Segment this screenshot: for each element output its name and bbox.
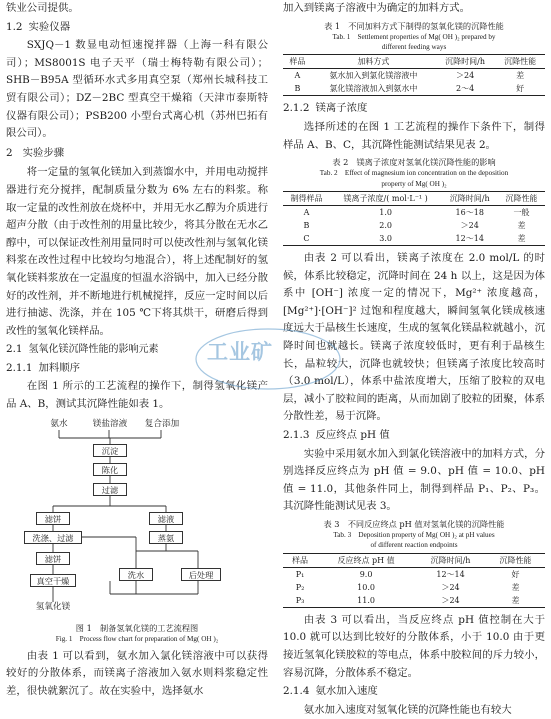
table-1-header: 沉降时间/h — [445, 57, 486, 67]
flow-step-ammonia-distill: 蒸氨 — [149, 531, 183, 544]
paragraph-concentration: 选择所述的在图 1 工艺流程的操作下条件下，制得样品 A、B、C，其沉降性能测试结果见表 2。 — [283, 121, 545, 151]
heading-2-1: 2.1 氢氧化镁沉降性能的影响元素 — [6, 343, 159, 356]
watermark-text: 工业矿 — [207, 340, 273, 364]
flow-step-aging: 陈化 — [93, 463, 127, 476]
figure-1-caption-cn: 图 1 制备氢氧化镁的工艺流程图 — [75, 622, 199, 633]
table-1-header: 沉降性能 — [504, 57, 537, 67]
table-2-title-en-line2: property of Mg( OH )₂ — [381, 179, 447, 188]
paragraph-instruments: SXJQ－1 数显电动恒速搅拌器（上海一科有限公司）；MS8001S 电子天平（瑞士梅特勒有限公司）；SHB－B95A 型循环水式多用真空泵（郑州长城科技工贸有限公司）；DZ－2BC 型真空干燥箱（天津市泰斯特仪器有限公司）；PSB200 小型台式离心机（苏州巴拓有限公司）。 — [6, 39, 268, 140]
paragraph-table3-discussion: 由表 3 可以看出，当反应终点 pH 值控制在大于 10.0 就可以达到比较好的分散体系，小于 10.0 由于更接近氢氧化镁胶粒的等电点，体系中胶粒间的斥力较小，容易沉降，分散体系不稳定。 — [283, 613, 545, 679]
table-row: P₂ 10.0 ＞24 差 — [295, 582, 520, 592]
paragraph-feeding-choice: 加入到镁离子溶液中为确定的加料方式。 — [283, 2, 471, 14]
flow-step-filtrate: 滤液 — [149, 512, 183, 525]
flow-step-filter-cake-2: 滤饼 — [36, 552, 70, 565]
table-row: C 3.0 12～14 差 — [283, 232, 545, 246]
flow-input-additive: 复合添加 — [144, 418, 180, 429]
flow-input-magnesium-salt: 镁盐溶液 — [92, 418, 128, 429]
flow-input-ammonia: 氨水 — [50, 418, 68, 429]
table-1 — [283, 54, 545, 96]
heading-2: 2 实验步骤 — [6, 146, 65, 159]
table-2-header: 制得样品 — [290, 194, 323, 203]
paragraph-feeding-order: 在图 1 所示的工艺流程的操作下，制得氢氧化镁产品 A、B，测试其沉降性能如表 1。 — [6, 380, 268, 411]
table-1-header: 样品 — [289, 57, 306, 67]
heading-2-1-4: 2.1.4 氨水加入速度 — [283, 685, 378, 698]
heading-2-1-1: 2.1.1 加料顺序 — [6, 361, 81, 374]
paragraph-supplier: 铁业公司提供。 — [6, 2, 79, 14]
flow-step-wash-water: 洗水 — [119, 568, 153, 581]
flow-step-filtration: 过滤 — [93, 483, 127, 496]
table-3 — [283, 553, 545, 608]
flow-step-wash-filter: 洗涤、过滤 — [24, 531, 82, 544]
table-1-title-en-line1: Tab. 1 Settlement properties of Mg( OH )₂ prepared by — [332, 32, 496, 41]
table-3-title-cn: 表 3 不同反应终点 pH 值对氢氧化镁的沉降性能 — [323, 518, 505, 529]
heading-1-2: 1.2 实验仪器 — [6, 20, 71, 33]
paragraph-ph: 实验中采用氨水加入到氯化镁溶液中的加料方式，分别选择反应终点为 pH 值 = 9.0、pH 值 = 10.0、pH 值 = 11.0，其他条件同上，制得到样品 P₁、P₂、P₃。其沉降性能测试见表 3。 — [283, 447, 545, 513]
table-1-title-cn: 表 1 不同加料方式下制得的氢氧化镁的沉降性能 — [324, 20, 504, 31]
table-3-header: 沉降时间/h — [430, 555, 471, 565]
table-row: A 1.0 16～18 一般 — [303, 208, 530, 217]
table-3-header: 沉降性能 — [499, 555, 532, 565]
flow-output-mg-hydroxide: 氢氧化镁 — [35, 601, 71, 612]
watermark — [193, 324, 343, 394]
table-3-title-en-line1: Tab. 3 Deposition property of Mg( OH )₂ at pH values — [333, 530, 495, 539]
table-2 — [283, 191, 545, 246]
table-3-title-en-line2: of different reaction endpoints — [370, 541, 458, 550]
figure-1-caption-en: Fig. 1 Process flow chart for preparation of Mg( OH )₂ — [55, 634, 219, 643]
table-row: P₁ 9.0 12～14 好 — [295, 569, 520, 579]
table-1-title-en-line2: different feeding ways — [381, 43, 447, 51]
flow-step-post-treatment: 后处理 — [181, 568, 221, 581]
table-row: P₃ 11.0 ＞24 差 — [283, 594, 545, 608]
process-flow-chart — [6, 416, 268, 648]
flow-step-precipitation: 沉淀 — [93, 444, 127, 457]
table-3-header: 样品 — [292, 555, 309, 565]
table-2-header: 沉降时间/h — [449, 194, 490, 203]
table-1-header: 加料方式 — [357, 57, 390, 67]
heading-2-1-2: 2.1.2 镁离子浓度 — [283, 102, 368, 115]
table-row: A 氨水加入到氯化镁溶液中 ＞24 差 — [294, 71, 525, 81]
table-2-title-cn: 表 2 镁离子浓度对氢氧化镁沉降性能的影响 — [332, 157, 496, 168]
table-2-header: 镁离子浓度/( mol·L⁻¹ ) — [343, 194, 428, 203]
table-row: B 氯化镁溶液加入到氨水中 2～4 好 — [283, 82, 545, 96]
flow-step-filter-cake: 滤饼 — [36, 512, 70, 525]
heading-2-1-3: 2.1.3 反应终点 pH 值 — [283, 428, 390, 441]
paragraph-ammonia-speed: 氨水加入速度对氢氧化镁的沉降性能也有较大 — [303, 703, 512, 716]
paragraph-table1-discussion: 由表 1 可以看到，氨水加入氯化镁溶液中可以获得较好的分散体系，而镁离子溶液加入氨水则料浆稳定性差，很快就絮沉了。故在实验中，选择氨水 — [6, 649, 268, 697]
paragraph-table2-discussion: 由表 2 可以看出，镁离子浓度在 2.0 mol/L 的时候，体系比较稳定，沉降时间在 24 h 以上，这是因为体系中 [OH⁻] 浓度一定的情况下，Mg²⁺ 浓度越高，[Mg²⁺]·[OH⁻]² 过饱和程度越大，瞬间氢氧化镁成核速度远大于晶核生长速度，生成的氢氧化镁晶粒就越小，沉降时间也就越长。镁离子浓度较低时，更有利于晶核生长，晶粒较大，沉降也就较快；但镁离子浓度比较高时（3.0 mol/L），体系中盐浓度增大，压缩了胶粒的双电层，减小了胶粒间的距离，从而加剧了胶粒的团聚，体系分散性差，易于沉降。 — [283, 252, 545, 423]
table-row: B 2.0 ＞24 差 — [303, 221, 526, 230]
paragraph-steps: 将一定量的氢氧化镁加入到蒸馏水中，并用电动搅拌器进行充分搅拌，配制质量分数为 6% 左右的料浆。称取一定量的改性剂放在烧杯中，并用无水乙醇为介质进行超声分散（由于改性剂的用量比较少，将其分散在无水乙醇中，可以保证改性剂用量同时可以使改性剂与氢氧化镁料浆在改性过程中比较均匀地混合），将上述配制好的氢氧化镁料浆放在一定温度的恒温水浴锅中，加入已经分散好的改性剂，并不断地进行机械搅拌，反应一定时间以后进行抽滤、洗涤，并在 105 ℃下将其烘干，研磨后得到改性的氢氧化镁样品。 — [6, 166, 268, 337]
flow-step-vacuum-dry: 真空干燥 — [30, 574, 76, 587]
table-2-header: 沉降性能 — [505, 194, 538, 203]
table-2-title-en-line1: Tab. 2 Effect of magnesium ion concentration on the deposition — [319, 169, 509, 178]
table-3-header: 反应终点 pH 值 — [337, 555, 395, 565]
